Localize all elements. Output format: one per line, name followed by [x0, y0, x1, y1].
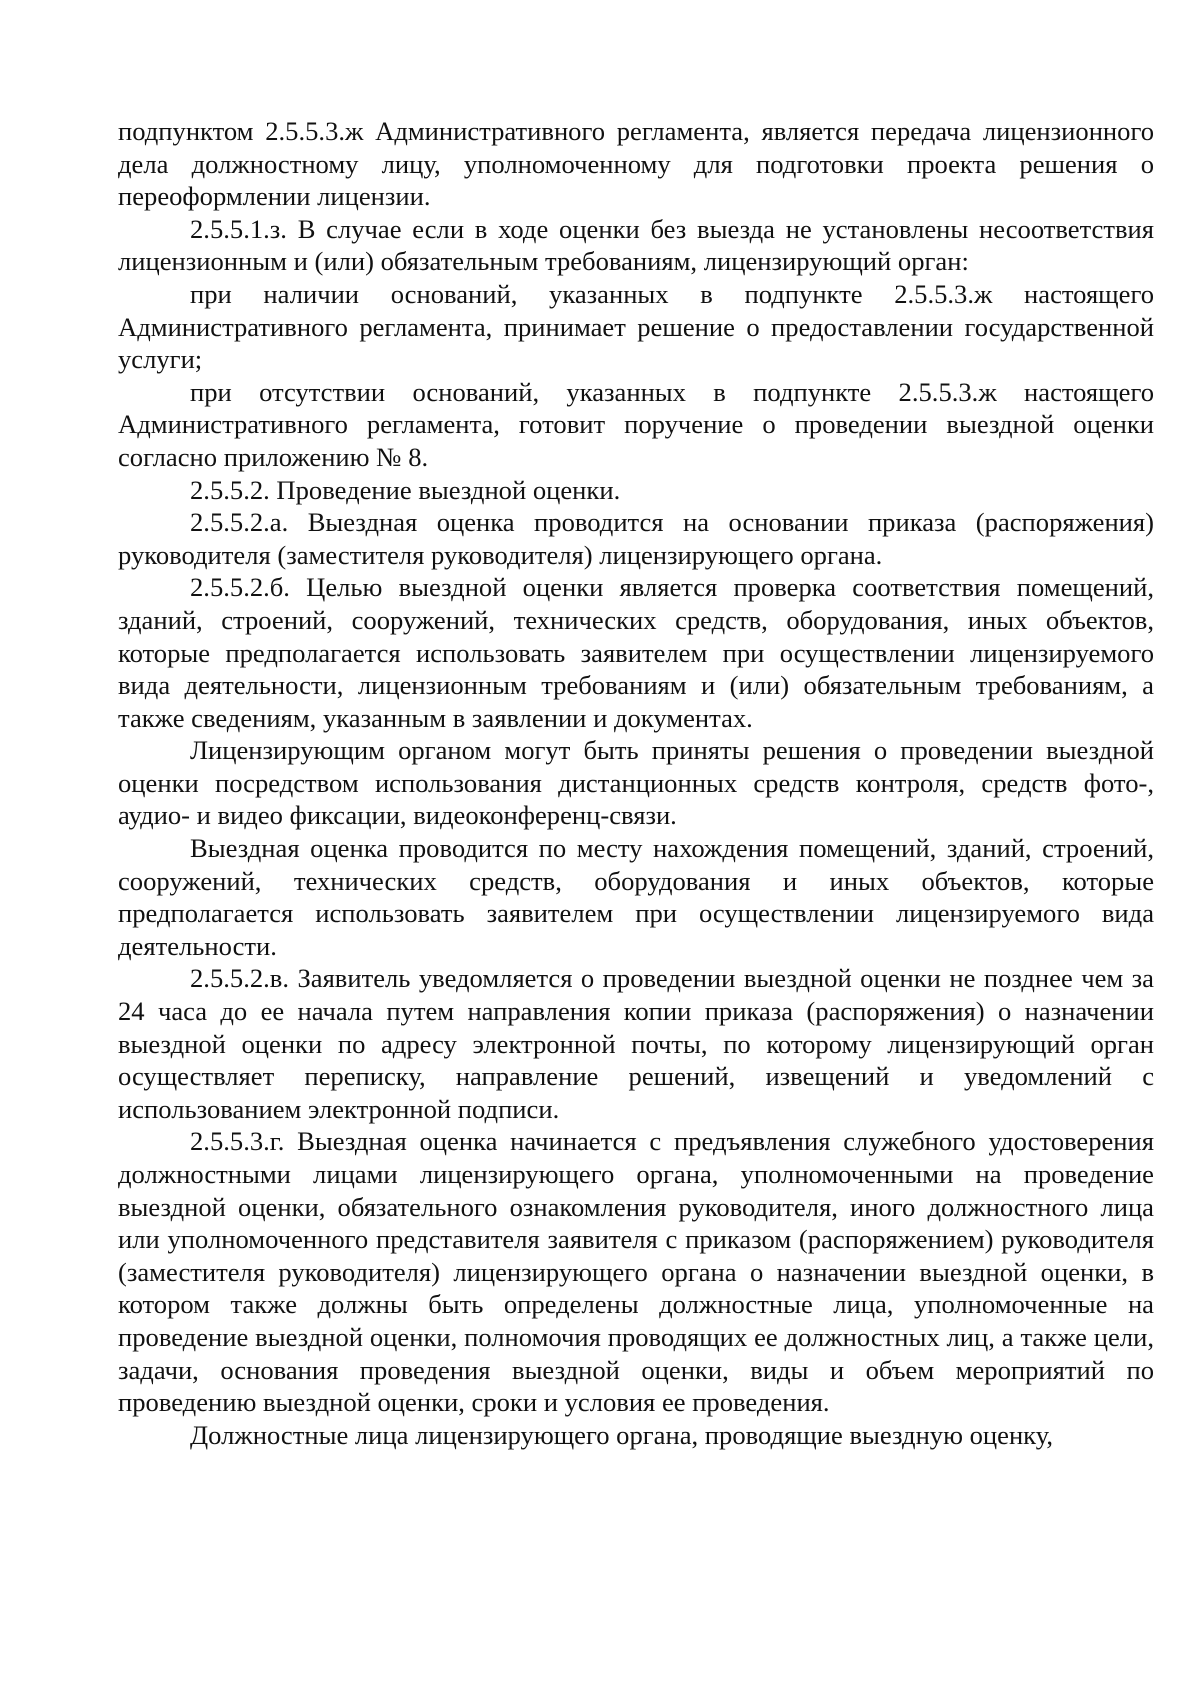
paragraph-9: Выездная оценка проводится по месту нахождения помещений, зданий, строений, сооружений, технических средств, оборудования и иных объектов, которые предполагается использовать заявителем при осуществлении лицензируемого вида деятельности.	[118, 833, 1154, 961]
paragraph-3: при наличии оснований, указанных в подпункте 2.5.5.3.ж настоящего Административного регламента, принимает решение о предоставлении государственной услуги;	[118, 278, 1154, 375]
paragraph-5: 2.5.5.2. Проведение выездной оценки.	[190, 474, 621, 505]
paragraph-1: подпунктом 2.5.5.3.ж Административного регламента, является передача лицензионного дела должностному лицу, уполномоченному для подготовки проекта решения о переоформлении лицензии.	[118, 116, 1154, 212]
paragraph-6: 2.5.5.2.а. Выездная оценка проводится на основании приказа (распоряжения) руководителя (заместителя руководителя) лицензирующего органа.	[118, 507, 1154, 570]
paragraph-7: 2.5.5.2.б. Целью выездной оценки является проверка соответствия помещений, зданий, строений, сооружений, технических средств, оборудования, иных объектов, которые предполагается использовать заявителем при осуществлении лицензируемого вида деятельности, лицензионным требованиям и (или) обязательным требованиям, а также сведениям, указанным в заявлении и документах.	[118, 572, 1154, 733]
paragraph-10: 2.5.5.2.в. Заявитель уведомляется о проведении выездной оценки не позднее чем за 24 часа до ее начала путем направления копии приказа (распоряжения) о назначении выездной оценки по адресу электронной почты, по которому лицензирующий орган осуществляет переписку, направление решений, извещений и уведомлений с использованием электронной подписи.	[118, 963, 1154, 1124]
document-page	[118, 115, 1154, 1451]
paragraph-11: 2.5.5.3.г. Выездная оценка начинается с предъявления служебного удостоверения должностными лицами лицензирующего органа, уполномоченными на проведение выездной оценки, обязательного ознакомления руководителя, иного должностного лица или уполномоченного представителя заявителя с приказом (распоряжением) руководителя (заместителя руководителя) лицензирующего органа о назначении выездной оценки, в котором также должны быть определены должностные лица, уполномоченные на проведение выездной оценки, полномочия проводящих ее должностных лиц, а также цели, задачи, основания проведения выездной оценки, виды и объем мероприятий по проведению выездной оценки, сроки и условия ее проведения.	[118, 1126, 1154, 1418]
paragraph-8: Лицензирующим органом могут быть приняты решения о проведении выездной оценки посредством использования дистанционных средств контроля, средств фото-, аудио- и видео фиксации, видеоконференц-связи.	[118, 735, 1154, 831]
paragraph-4: при отсутствии оснований, указанных в подпункте 2.5.5.3.ж настоящего Административного регламента, готовит поручение о проведении выездной оценки согласно приложению № 8.	[118, 376, 1154, 472]
paragraph-2: 2.5.5.1.з. В случае если в ходе оценки без выезда не установлены несоответствия лицензионным и (или) обязательным требованиям, лицензирующий орган:	[118, 213, 1154, 277]
paragraph-12: Должностные лица лицензирующего органа, проводящие выездную оценку,	[190, 1419, 1054, 1450]
